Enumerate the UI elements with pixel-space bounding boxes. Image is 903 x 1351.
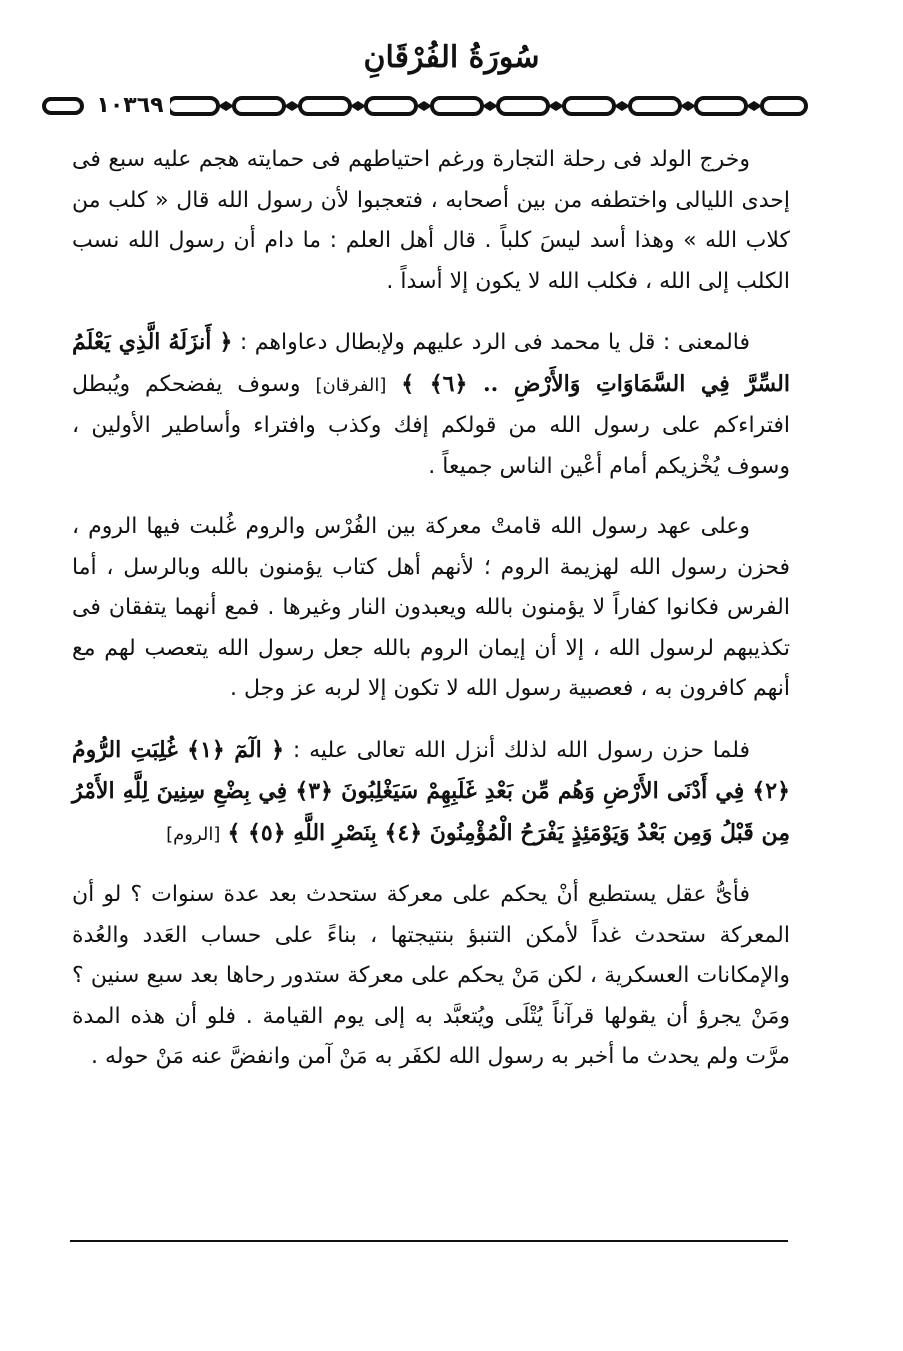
footer-divider	[70, 1240, 788, 1242]
quran-verse: ﴿ الٓمٓ ﴿١﴾ غُلِبَتِ الرُّومُ ﴿٢﴾ فِي أَدْنَى الأَرْضِ وَهُم مِّن بَعْدِ غَلَبِهِمْ سَيَغْلِبُونَ ﴿٣﴾ فِي بِضْعِ سِنِينَ لِلَّهِ الأَمْرُ مِن قَبْلُ وَمِن بَعْدُ وَيَوْمَئِذٍ يَفْرَحُ الْمُؤْمِنُونَ ﴿٤﴾ بِنَصْرِ اللَّهِ ﴿٥﴾ ﴾	[72, 736, 790, 846]
quran-verse: ﴿ أَنزَلَهُ الَّذِي يَعْلَمُ السِّرَّ فِي السَّمَاوَاتِ وَالأَرْضِ .. ﴿٦﴾ ﴾	[72, 329, 790, 397]
surah-title: سُورَةُ الفُرْقَانِ	[363, 40, 540, 75]
paragraph-text: وعلى عهد رسول الله قامتْ معركة بين الفُرْس والروم غُلبت فيها الروم ، فحزن رسول الله لهزيمة الروم ؛ لأنهم أهل كتاب يؤمنون بالله وبالرسل ، أما الفرس فكانوا كفاراً لا يؤمنون بالله ويعبدون النار وغيرها . فمع أنهما يتفقان فى تكذيبهم لرسول الله ، إلا أن إيمان الروم بالله جعل رسول الله يتعصب لهم مع أنهم كافرون به ، فعصبية رسول الله لا تكون إلا لربه عز وجل .	[72, 514, 790, 701]
paragraph-intro: فالمعنى : قل يا محمد فى الرد عليهم ولإبطال دعاواهم :	[239, 330, 751, 355]
verse-reference: [الروم]	[166, 823, 221, 845]
paragraph-2	[72, 322, 790, 487]
paragraph-text: وسوف يفضحكم ويُبطل افتراءكم على رسول الله من قولكم إفك وكذب وافتراء وأساطير الأولين ، وسوف يُخْزيكم أمام أعْين الناس جميعاً .	[72, 371, 790, 479]
paragraph-3	[72, 507, 790, 710]
paragraph-5	[72, 875, 790, 1078]
paragraph-text: فأىُّ عقل يستطيع أنْ يحكم على معركة ستحدث بعد عدة سنوات ؟ لو أن المعركة ستحدث غداً لأمكن التنبؤ بنتيجتها ، بناءً على حساب العَدد والعُدة والإمكانات العسكرية ، لكن مَنْ يحكم على معركة ستدور رحاها بعد سبع سنين ؟ ومَنْ يجرؤ أن يقولها قرآناً يُتْلَى ويُتعبَّد به إلى يوم القيامة . فلو أن هذه المدة مرَّت ولم يحدث ما أخبر به رسول الله لكفَر به مَنْ آمن وانفضَّ عنه مَنْ حوله .	[72, 882, 790, 1069]
verse-reference: [الفرقان]	[315, 374, 387, 396]
paragraph-intro: فلما حزن رسول الله لذلك أنزل الله تعالى عليه :	[292, 737, 751, 763]
paragraph-text: وخرج الولد فى رحلة التجارة ورغم احتياطهم فى حمايته هجم عليه سبع فى إحدى الليالى واختطفه من بين أصحابه ، فتعجبوا لأن رسول الله قال « كلب من كلاب الله » وهذا أسد ليسَ كلباً . قال أهل العلم : ما دام أن رسول الله نسب الكلب إلى الله ، فكلب الله لا يكون إلا أسداً .	[72, 147, 790, 294]
paragraph-4	[72, 730, 790, 856]
page-body	[72, 140, 790, 1078]
paragraph-1	[72, 140, 790, 302]
page-number: ١٠٣٦٩	[90, 90, 170, 122]
